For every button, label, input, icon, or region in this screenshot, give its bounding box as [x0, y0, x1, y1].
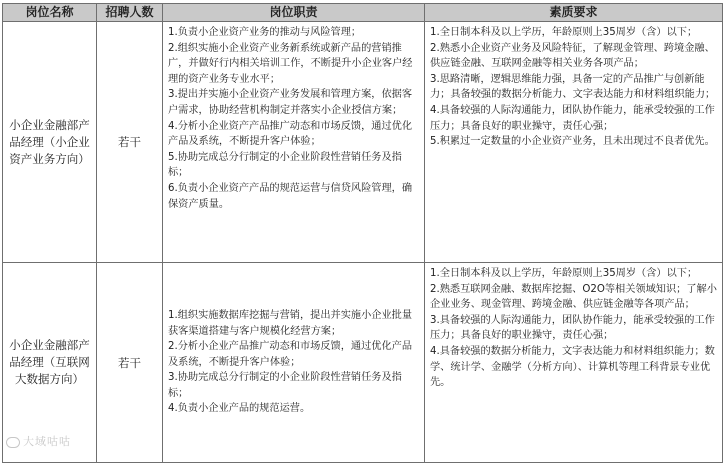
requirement-item: 2.熟悉互联网金融、数据库挖掘、O2O等相关领域知识；了解小企业业务、现金管理、跨境金融、供应链金融等各项产品；: [430, 283, 717, 311]
header-headcount: 招聘人数: [97, 4, 163, 22]
requirements-cell: [425, 263, 723, 463]
headcount-cell: 若干: [97, 263, 163, 463]
table-row: [3, 22, 723, 263]
duty-item: 4.负责小企业产品的规范运营。: [168, 403, 311, 415]
requirement-item: 2.熟悉小企业资产业务及风险特征，了解现金管理、跨境金融、供应链金融、互联网金融等相关业务各项产品；: [430, 42, 715, 70]
chat-bubble-icon: [6, 437, 20, 448]
duty-item: 5.协助完成总分行制定的小企业阶段性营销任务及指标；: [168, 151, 402, 179]
table-row: [3, 263, 723, 463]
header-position-name: 岗位名称: [3, 4, 97, 22]
requirement-item: 4.具备较强的数据分析能力，文字表达能力和材料组织能力；数学、统计学、金融学（分析方向）、计算机等理工科背景专业优先。: [430, 345, 715, 389]
duty-item: 3.协助完成总分行制定的小企业阶段性营销任务及指标；: [168, 372, 402, 399]
watermark-text: 大域咕咕: [23, 435, 71, 448]
headcount-cell: 若干: [97, 22, 163, 263]
duty-item: 4.分析小企业资产产品推广动态和市场反馈，通过优化产品及系统，不断提升客户体验；: [168, 120, 413, 148]
duty-item: 2.组织实施小企业资产业务新系统或新产品的营销推广，并做好行内相关培训工作，不断提升小企业客户经理的资产业务专业水平；: [168, 42, 413, 85]
duties-cell: [163, 263, 425, 463]
requirements-cell: [425, 22, 723, 263]
recruitment-table: [2, 3, 723, 463]
duties-cell: [163, 22, 425, 263]
requirement-item: 3.思路清晰，逻辑思维能力强，具备一定的产品推广与创新能力；具备较强的数据分析能力、文字表达能力和材料组织能力；: [430, 73, 716, 101]
watermark: [6, 433, 71, 449]
position-name-cell: 小企业金融部产品经理（互联网大数据方向）: [3, 263, 97, 463]
requirement-item: 1.全日制本科及以上学历，年龄原则上35周岁（含）以下；: [430, 27, 698, 38]
duty-item: 1.组织实施数据库挖掘与营销，提出并实施小企业批量获客渠道搭建与客户规模化经营方案；: [168, 309, 413, 337]
duty-item: 2.分析小企业产品推广动态和市场反馈，通过优化产品及系统，不断提升客户体验；: [168, 341, 413, 368]
requirement-item: 3.具备较强的人际沟通能力，团队协作能力，能承受较强的工作压力；具备良好的职业操守，责任心强；: [430, 314, 715, 342]
duty-item: 6.负责小企业资产产品的规范运营与信贷风险管理，确保资产质量。: [168, 182, 413, 210]
header-requirements: 素质要求: [425, 4, 723, 22]
requirement-item: 1.全日制本科及以上学历，年龄原则上35周岁（含）以下；: [430, 268, 698, 279]
table-header-row: [3, 4, 723, 22]
header-duties: 岗位职责: [163, 4, 425, 22]
position-name-cell: 小企业金融部产品经理（小企业资产业务方向）: [3, 22, 97, 263]
requirement-item: 4.具备较强的人际沟通能力，团队协作能力，能承受较强的工作压力；具备良好的职业操守，责任心强；: [430, 104, 715, 132]
requirement-item: 5.积累过一定数量的小企业资产业务，且未出现过不良者优先。: [430, 136, 715, 148]
duty-item: 3.提出并实施小企业资产业务发展和管理方案，依据客户需求，协助经营机构制定并落实小企业授信方案；: [168, 89, 413, 116]
duty-item: 1.负责小企业资产业务的推动与风险管理；: [168, 27, 362, 38]
